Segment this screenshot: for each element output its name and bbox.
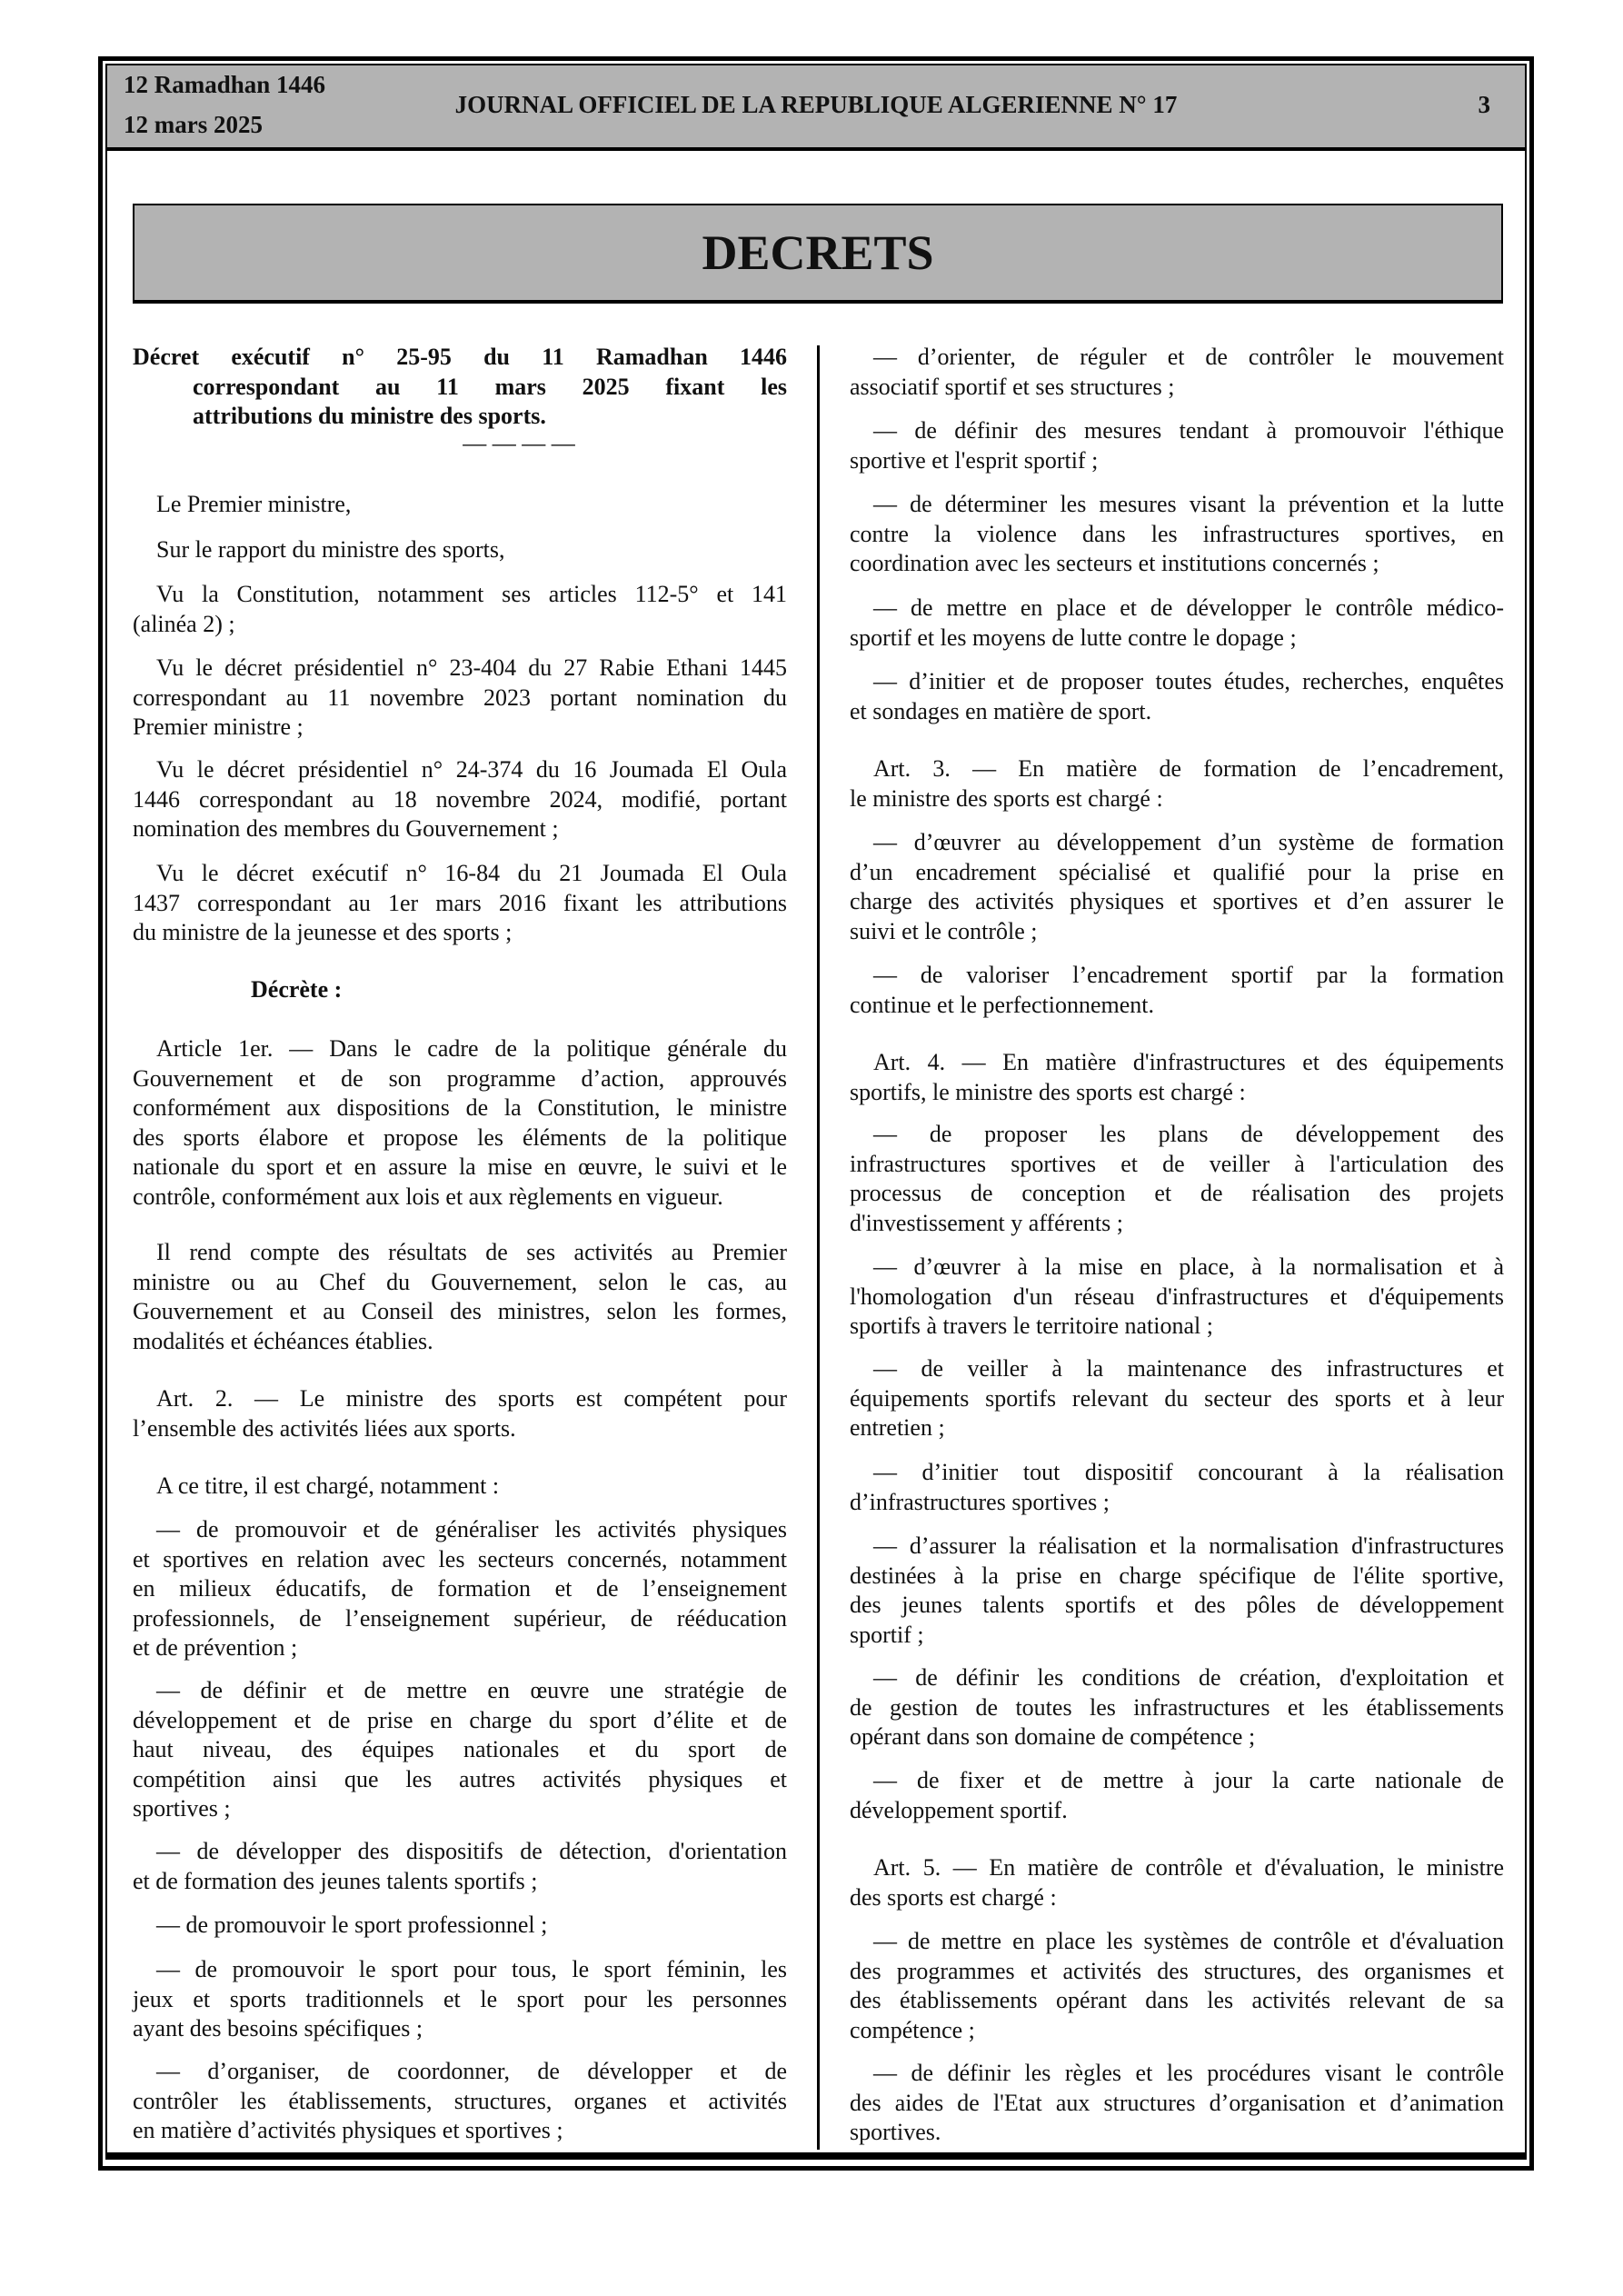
text-line: et de formation des jeunes talents sportifs ; (133, 1867, 538, 1894)
paragraph (850, 1048, 1504, 1107)
paragraph (133, 1034, 787, 1212)
text-line: Décret exécutif n° 25-95 du 11 Ramadhan 1446 (133, 344, 787, 370)
text-line: Vu le décret présidentiel n° 24-374 du 16 Joumada El Oula (156, 756, 787, 783)
text-line: des programmes et activités des structures, des organismes et (850, 1957, 1504, 1984)
text-line: — — — — (463, 430, 575, 456)
paragraph (133, 1238, 787, 1356)
text-line: — de promouvoir et de généraliser les activités physiques (156, 1516, 787, 1542)
text-line: 1446 correspondant au 18 novembre 2024, modifié, portant (133, 785, 787, 813)
journal-header (107, 65, 1525, 151)
text-line: — de fixer et de mettre à jour la carte nationale de (873, 1767, 1504, 1793)
text-line: Premier ministre ; (133, 714, 304, 740)
paragraph (850, 1354, 1504, 1443)
text-line: compétence ; (850, 2016, 975, 2043)
title-separator (133, 429, 787, 459)
text-line: — de développer des dispositifs de détection, d'orientation (156, 1838, 787, 1864)
text-line: d’infrastructures sportives ; (850, 1488, 1110, 1515)
paragraph (850, 1663, 1504, 1752)
text-line: — de définir et de mettre en œuvre une stratégie de (156, 1677, 787, 1703)
paragraph (850, 1532, 1504, 1650)
paragraph (133, 654, 787, 743)
text-line: — de valoriser l’encadrement sportif par la formation (873, 962, 1504, 988)
text-line: Décrète : (251, 976, 343, 1003)
journal-title: JOURNAL OFFICIEL DE LA REPUBLIQUE ALGERIENNE N° 17 (454, 91, 1178, 118)
text-line: — d’initier et de proposer toutes études, recherches, enquêtes (873, 668, 1504, 694)
paragraph (850, 1120, 1504, 1238)
text-line: ministre ou au Chef du Gouvernement, selon le cas, au (133, 1268, 787, 1295)
page-number: 3 (1478, 91, 1490, 118)
text-line: des sports est chargé : (850, 1883, 1057, 1911)
text-line: Art. 4. — En matière d'infrastructures et des équipements (873, 1049, 1504, 1075)
text-line: l'homologation d'un réseau d'infrastructures et d'équipements (850, 1283, 1504, 1310)
paragraph (850, 343, 1504, 402)
decree-title (133, 343, 787, 432)
text-line: d’un encadrement spécialisé et qualifié pour la prise en (850, 858, 1504, 885)
text-line: sportives ; (133, 1795, 231, 1822)
paragraph (133, 1384, 787, 1443)
text-line: correspondant au 11 mars 2025 fixant les (193, 373, 787, 400)
text-line: coordination avec les secteurs et institutions concernés ; (850, 550, 1379, 576)
text-line: 1437 correspondant au 1er mars 2016 fixant les attributions (133, 889, 787, 916)
text-line: professionnels, de l’enseignement supérieur, de rééducation (133, 1604, 787, 1632)
text-line: équipements sportifs relevant du secteur des sports et à leur (850, 1384, 1504, 1412)
text-line: infrastructures sportives et de veiller à l'articulation des (850, 1150, 1504, 1177)
paragraph (850, 1766, 1504, 1825)
text-line: des établissements opérant dans les activités relevant de sa (850, 1987, 1504, 2013)
paragraph (850, 1458, 1504, 1517)
text-line: associatif sportif et ses structures ; (850, 373, 1175, 400)
text-line: Le Premier ministre, (156, 491, 352, 517)
text-line: nomination des membres du Gouvernement ; (133, 815, 559, 842)
text-line: contrôle, conformément aux lois et aux règlements en vigueur. (133, 1183, 723, 1210)
text-line: processus de conception et de réalisation des projets (850, 1180, 1504, 1206)
text-line: Sur le rapport du ministre des sports, (156, 536, 505, 563)
paragraph (850, 828, 1504, 946)
paragraph (133, 1472, 787, 1502)
text-line: — de déterminer les mesures visant la prévention et la lutte (873, 491, 1504, 517)
paragraph (133, 1911, 787, 1941)
text-line: — d’orienter, de réguler et de contrôler le mouvement (873, 344, 1504, 370)
text-line: du ministre de la jeunesse et des sports ; (133, 919, 513, 945)
column-divider (817, 345, 820, 2150)
paragraph (133, 1837, 787, 1896)
text-line: entretien ; (850, 1414, 945, 1441)
text-line: — de proposer les plans de développement des (873, 1121, 1504, 1147)
text-line: et de prévention ; (133, 1634, 298, 1661)
text-line: Art. 2. — Le ministre des sports est compétent pour (156, 1385, 787, 1412)
text-line: des sports élabore et propose les éléments de la politique (133, 1123, 787, 1151)
paragraph (133, 859, 787, 948)
paragraph (133, 490, 787, 520)
text-line: — de définir des mesures tendant à promouvoir l'éthique (873, 417, 1504, 444)
text-line: Gouvernement et de son programme d’action, approuvés (133, 1064, 787, 1092)
text-line: l’ensemble des activités liées aux sports. (133, 1414, 516, 1442)
text-line: développement sportif. (850, 1796, 1068, 1823)
gregorian-date: 12 mars 2025 (124, 111, 263, 138)
paragraph (133, 2057, 787, 2146)
text-line: modalités et échéances établies. (133, 1327, 433, 1354)
text-line: charge des activités physiques et sportives et d’en assurer le (850, 888, 1504, 914)
text-line: des aides de l'Etat aux structures d’organisation et d’animation (850, 2089, 1504, 2116)
text-line: — d’œuvrer à la mise en place, à la normalisation et à (873, 1253, 1504, 1280)
paragraph (133, 535, 787, 565)
paragraph (850, 961, 1504, 1020)
text-line: — de définir les règles et les procédures visant le contrôle (873, 2060, 1504, 2086)
text-line: — de définir les conditions de création, d'exploitation et (873, 1664, 1504, 1691)
text-line: conformément aux dispositions de la Constitution, le ministre (133, 1094, 787, 1121)
paragraph (850, 490, 1504, 579)
section-title: DECRETS (133, 204, 1503, 304)
text-line: — d’œuvrer au développement d’un système de formation (873, 829, 1504, 855)
text-line: d'investissement y afférents ; (850, 1209, 1123, 1236)
paragraph (850, 2059, 1504, 2148)
text-line: Art. 3. — En matière de formation de l’encadrement, (873, 755, 1504, 782)
text-line: sportive et l'esprit sportif ; (850, 446, 1099, 474)
text-line: (alinéa 2) ; (133, 610, 235, 637)
text-line: contrôler les établissements, structures, organes et activités (133, 2087, 787, 2114)
text-line: — de mettre en place et de développer le contrôle médico- (873, 594, 1504, 621)
paragraph (133, 1515, 787, 1663)
text-line: Vu le décret exécutif n° 16-84 du 21 Joumada El Oula (156, 860, 787, 886)
text-line: — de promouvoir le sport professionnel ; (156, 1912, 548, 1938)
paragraph (850, 416, 1504, 475)
text-line: sportifs, le ministre des sports est chargé : (850, 1078, 1246, 1105)
paragraph (133, 580, 787, 639)
paragraph (850, 594, 1504, 653)
text-line: le ministre des sports est chargé : (850, 784, 1163, 812)
text-line: attributions du ministre des sports. (193, 403, 546, 429)
text-line: Gouvernement et au Conseil des ministres, selon les formes, (133, 1298, 787, 1324)
text-line: correspondant au 11 novembre 2023 portant nomination du (133, 684, 787, 711)
text-line: Vu le décret présidentiel n° 23-404 du 27 Rabie Ethani 1445 (156, 654, 787, 681)
text-line: sportif et les moyens de lutte contre le dopage ; (850, 624, 1297, 651)
text-line: sportifs à travers le territoire national ; (850, 1313, 1213, 1339)
text-line: développement et de prise en charge du sport d’élite et de (133, 1706, 787, 1733)
text-line: compétition ainsi que les autres activités physiques et (133, 1765, 787, 1792)
decrete-heading (133, 975, 787, 1005)
text-line: Art. 5. — En matière de contrôle et d'évaluation, le ministre (873, 1854, 1504, 1881)
text-line: — de veiller à la maintenance des infrastructures et (873, 1355, 1504, 1382)
text-line: Il rend compte des résultats de ses activités au Premier (156, 1239, 787, 1265)
text-line: et sportives en relation avec les secteurs concernés, notamment (133, 1545, 787, 1572)
text-line: haut niveau, des équipes nationales et du sport de (133, 1736, 787, 1762)
paragraph (850, 667, 1504, 726)
text-line: — d’assurer la réalisation et la normalisation d'infrastructures (873, 1532, 1504, 1559)
paragraph (133, 1955, 787, 2044)
text-line: en matière d’activités physiques et sportives ; (133, 2117, 563, 2143)
text-line: en milieux éducatifs, de formation et de l’enseignement (133, 1575, 787, 1602)
text-line: — de promouvoir le sport pour tous, le sport féminin, les (156, 1956, 787, 1982)
text-line: A ce titre, il est chargé, notamment : (156, 1472, 500, 1499)
text-line: suivi et le contrôle ; (850, 917, 1038, 944)
text-line: nationale du sport et en assure la mise en œuvre, le suivi et le (133, 1153, 787, 1180)
text-line: continue et le perfectionnement. (850, 991, 1154, 1018)
text-line: jeux et sports traditionnels et le sport pour les personnes (133, 1985, 787, 2012)
text-line: Vu la Constitution, notamment ses articles 112-5° et 141 (156, 581, 787, 607)
hijri-date: 12 Ramadhan 1446 (124, 71, 326, 98)
text-line: contre la violence dans les infrastructures sportives, en (850, 520, 1504, 547)
paragraph (133, 755, 787, 844)
paragraph (850, 1253, 1504, 1342)
text-line: destinées à la prise en charge spécifique de l'élite sportive, (850, 1562, 1504, 1589)
paragraph (133, 1676, 787, 1824)
text-line: Article 1er. — Dans le cadre de la politique générale du (156, 1035, 787, 1062)
text-line: — de mettre en place les systèmes de contrôle et d'évaluation (873, 1928, 1504, 1954)
text-line: des jeunes talents sportifs et des pôles de développement (850, 1592, 1504, 1618)
text-line: ayant des besoins spécifiques ; (133, 2015, 423, 2041)
paragraph (850, 1853, 1504, 1912)
text-line: et sondages en matière de sport. (850, 697, 1152, 724)
paragraph (850, 1927, 1504, 2045)
paragraph (850, 754, 1504, 814)
text-line: — d’initier tout dispositif concourant à la réalisation (873, 1459, 1504, 1485)
text-line: de gestion de toutes les infrastructures et les établissements (850, 1693, 1504, 1721)
text-line: sportif ; (850, 1621, 924, 1648)
text-line: opérant dans son domaine de compétence ; (850, 1723, 1256, 1750)
text-line: sportives. (850, 2119, 941, 2145)
text-line: — d’organiser, de coordonner, de développer et de (156, 2058, 787, 2084)
